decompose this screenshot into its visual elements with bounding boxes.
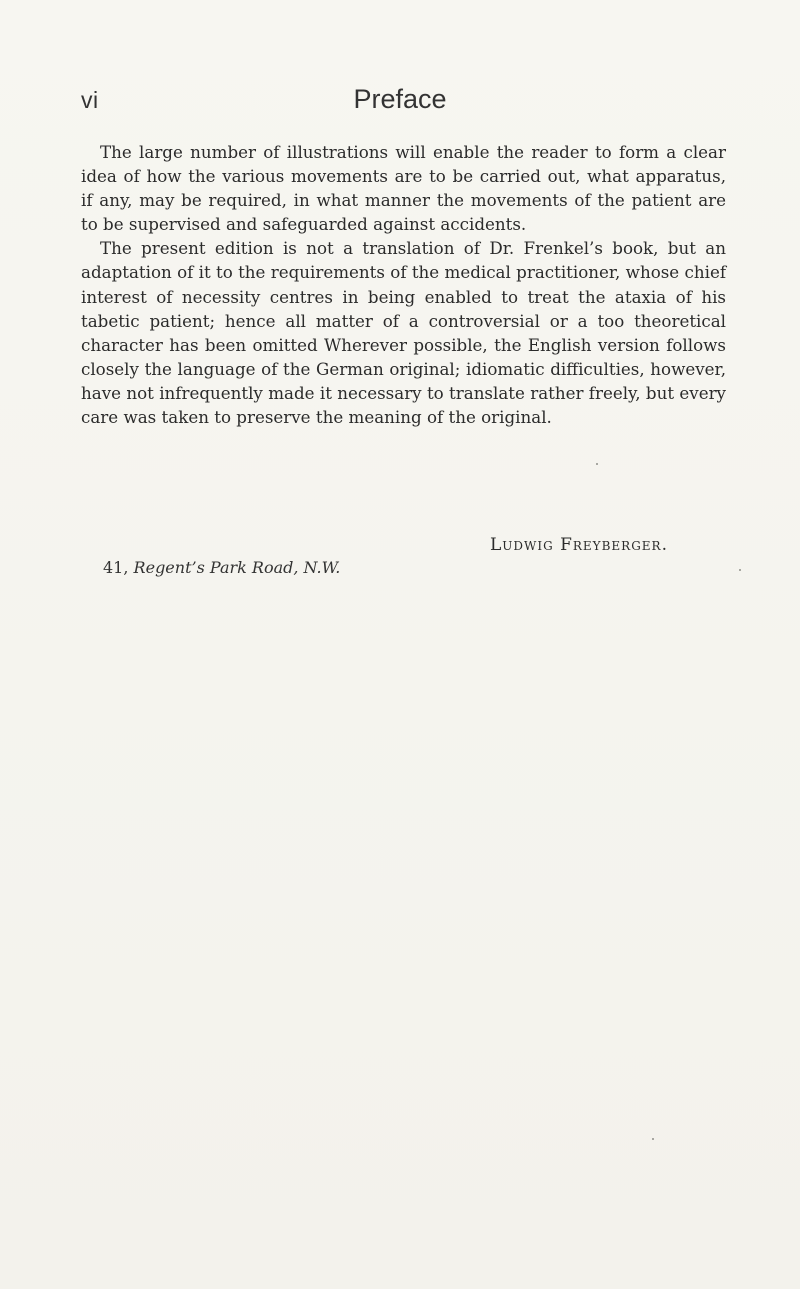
running-head (0, 84, 800, 124)
preface-body (81, 140, 726, 429)
address (103, 558, 340, 577)
paper-speck (739, 569, 741, 571)
address-street: Regent’s Park Road, N.W. (133, 558, 341, 577)
paper-speck (652, 1138, 654, 1140)
paragraph-present-edition: The present edition is not a translation of Dr. Frenkel’s book, but an adaptation of it to the requirements of the medical practitioner, whose chief interest of necessity centres in being enabled to treat the ataxia of his tabetic patient; hence all matter of a controversial or a too theoretical character has been omitted Wherever possible, the English version follows closely the language of the German original; idiomatic difficulties, however, have not infrequently made it necessary to translate rather freely, but every care was taken to preserve the meaning of the original. (81, 238, 726, 428)
running-title: Preface (353, 84, 447, 114)
paper-speck (596, 463, 598, 465)
paragraph-illustrations: The large number of illustrations will enable the reader to form a clear idea of how the various movements are to be carried out, what apparatus, if any, may be required, in what manner the movements of the patient are to be supervised and safeguarded against accidents. (81, 142, 726, 235)
page-number: vi (81, 87, 99, 113)
address-number: 41, (103, 558, 129, 577)
signature: Ludwig Freyberger. (490, 535, 668, 555)
